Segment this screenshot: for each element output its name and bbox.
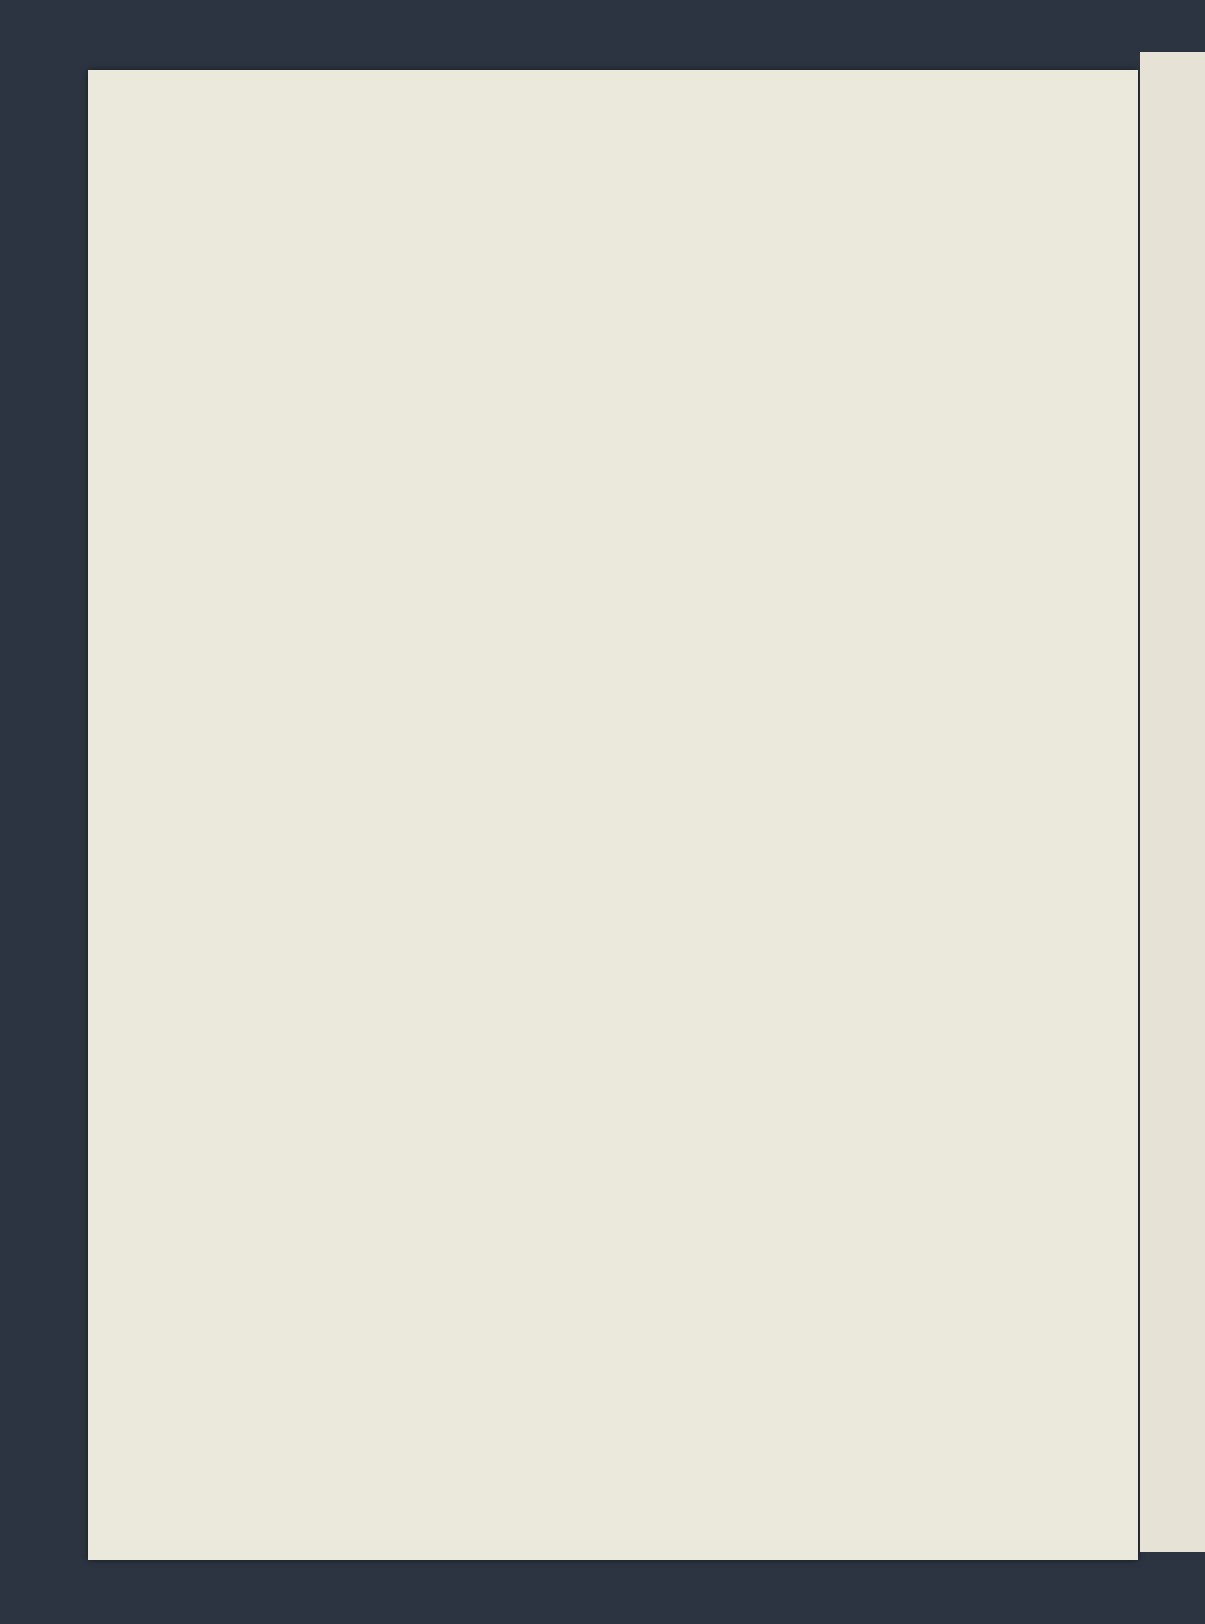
adjacent-page bbox=[1140, 52, 1205, 1552]
document-page bbox=[88, 70, 1138, 1560]
